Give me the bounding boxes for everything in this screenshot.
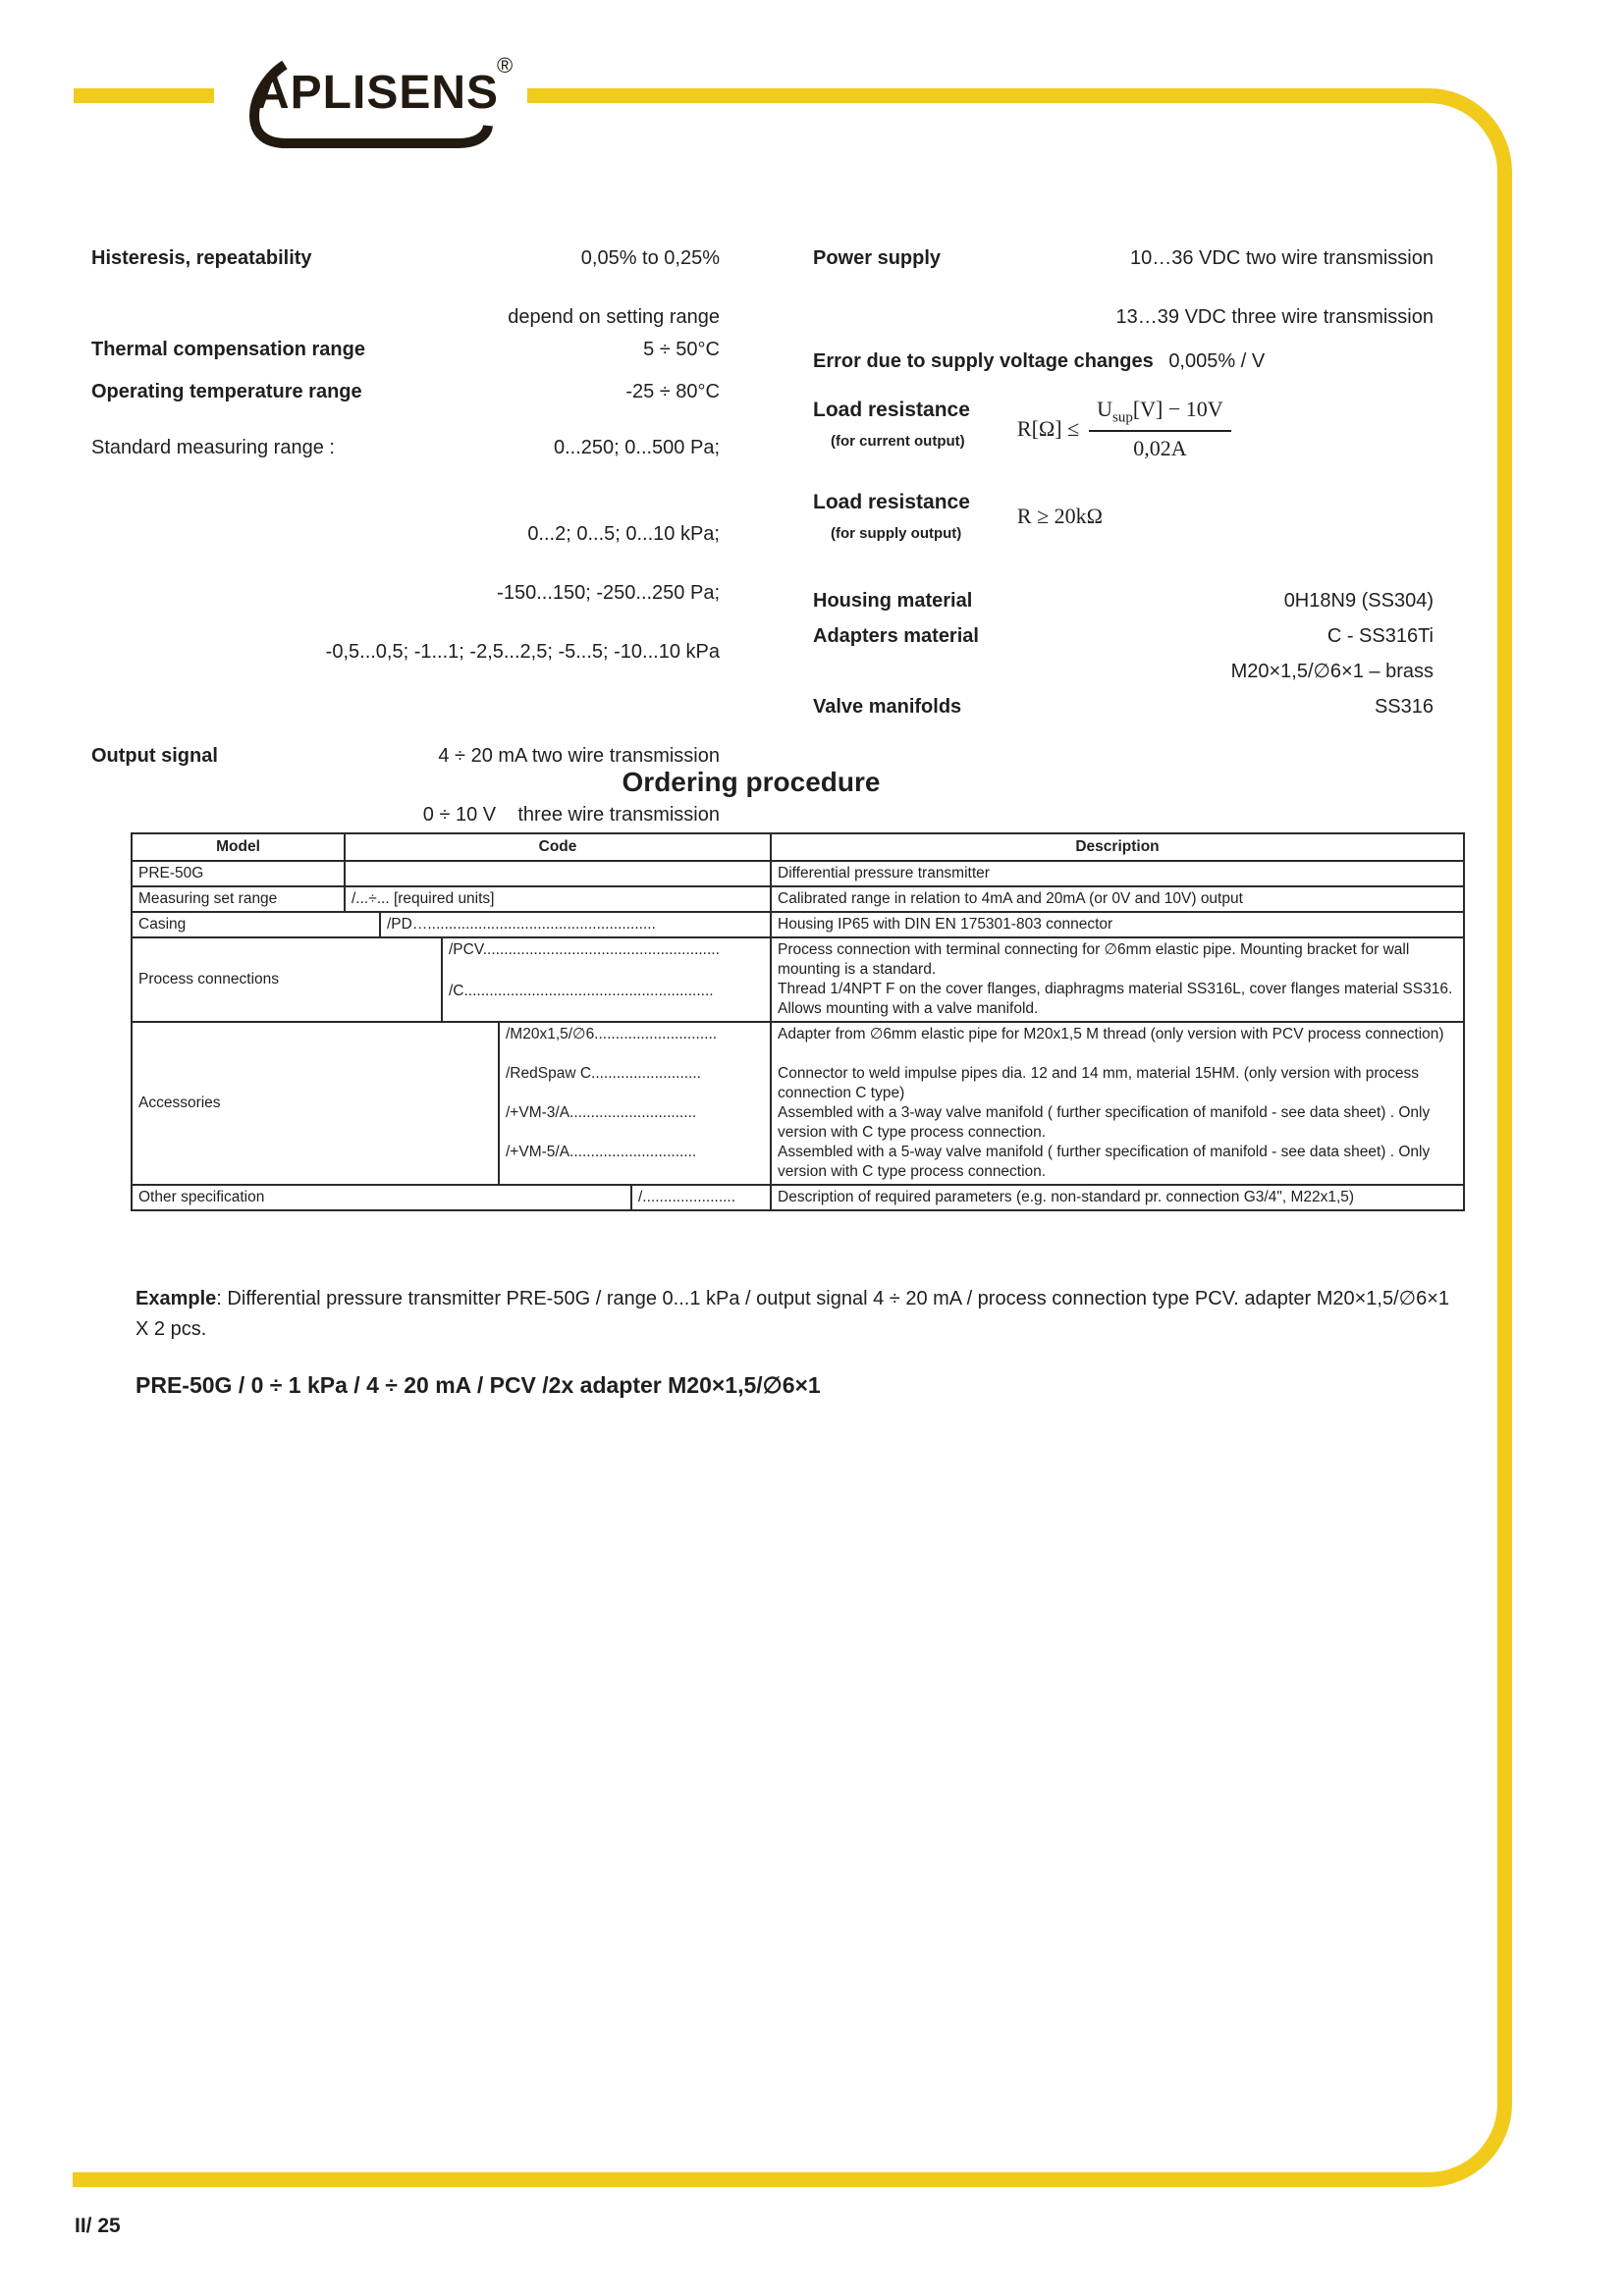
top-left-accent-bar bbox=[74, 88, 214, 103]
ordering-table bbox=[131, 832, 1465, 1211]
column-header-code: Code bbox=[345, 833, 771, 861]
code-cell bbox=[345, 861, 771, 886]
spec-label: Load resistance bbox=[813, 399, 970, 421]
spec-value-line: -150...150; -250...250 Pa; bbox=[497, 582, 720, 604]
description-entry: Adapter from ∅6mm elastic pipe for M20x1,5 M thread (only version with PCV process connection) bbox=[778, 1026, 1444, 1042]
spec-histeresis bbox=[91, 243, 720, 332]
description-cell: Differential pressure transmitter bbox=[771, 861, 1464, 886]
spec-value: 0...250; 0...500 Pa; bbox=[553, 437, 720, 458]
aplisens-logo-graphic bbox=[234, 43, 528, 156]
model-cell: Accessories bbox=[132, 1022, 499, 1185]
code-entry: /C........................................................... bbox=[449, 983, 714, 999]
specs-right-column bbox=[813, 243, 1434, 721]
aplisens-logo bbox=[234, 43, 528, 156]
code-cell: /...................... bbox=[631, 1185, 771, 1210]
spec-value: 5 ÷ 50°C bbox=[643, 339, 720, 360]
spec-value bbox=[475, 243, 720, 332]
code-entry: /M20x1,5/∅6............................. bbox=[506, 1026, 718, 1042]
table-row-process-connections bbox=[132, 937, 1464, 1022]
spec-load-resistance-supply bbox=[813, 488, 1434, 547]
spec-value-line: -0,5...0,5; -1...1; -2,5...2,5; -5...5; -10...10 kPa bbox=[325, 641, 720, 663]
model-cell: PRE-50G bbox=[132, 861, 345, 886]
table-header-row bbox=[132, 833, 1464, 861]
spec-value: M20×1,5/∅6×1 – brass bbox=[1230, 660, 1434, 682]
table-row-model bbox=[132, 861, 1464, 886]
spec-valve-manifolds bbox=[813, 692, 1434, 721]
spec-sublabel: (for current output) bbox=[831, 433, 965, 450]
spec-label: Output signal bbox=[91, 745, 218, 767]
spec-value: SS316 bbox=[1374, 695, 1434, 718]
example-order-code: PRE-50G / 0 ÷ 1 kPa / 4 ÷ 20 mA / PCV /2x adapter M20×1,5/∅6×1 bbox=[135, 1372, 821, 1398]
spec-error-supply-voltage bbox=[813, 347, 1434, 376]
code-cell: /PD…...................................................... bbox=[380, 912, 771, 937]
spec-housing-material bbox=[813, 586, 1434, 615]
page-number: II/ 25 bbox=[75, 2215, 121, 2237]
example-text: : Differential pressure transmitter PRE-50G / range 0...1 kPa / output signal 4 ÷ 20 mA / process connection type PCV. adapter M20×1,5/∅6×1 X 2 pcs. bbox=[135, 1288, 1450, 1340]
table-row-measuring-range bbox=[132, 886, 1464, 912]
registered-trademark-icon: ® bbox=[497, 53, 514, 78]
spec-label: Histeresis, repeatability bbox=[91, 247, 312, 269]
formula-lhs: R[Ω] ≤ bbox=[1016, 416, 1080, 442]
spec-value-line: 0...2; 0...5; 0...10 kPa; bbox=[527, 523, 720, 545]
logo-text: APLISENS bbox=[255, 67, 500, 119]
spec-label-group bbox=[813, 488, 970, 547]
spec-measuring-range-list bbox=[91, 490, 720, 696]
spec-value bbox=[1083, 243, 1434, 332]
model-cell: Measuring set range bbox=[132, 886, 345, 912]
spec-value: 0H18N9 (SS304) bbox=[1283, 589, 1434, 612]
spec-operating-temperature bbox=[91, 377, 720, 406]
spec-power-supply bbox=[813, 243, 1434, 332]
example-paragraph bbox=[135, 1284, 1467, 1345]
specs-left-column bbox=[91, 243, 720, 829]
spec-label-group bbox=[813, 396, 970, 454]
description-cell: Description of required parameters (e.g. non-standard pr. connection G3/4", M22x1,5) bbox=[771, 1185, 1464, 1210]
bottom-left-accent-bar bbox=[73, 2172, 544, 2187]
formula-subscript: sup bbox=[1112, 409, 1133, 426]
description-cell bbox=[771, 937, 1464, 1022]
spec-label: Adapters material bbox=[813, 624, 979, 647]
supply-resistance-formula: R ≥ 20kΩ bbox=[1016, 503, 1104, 528]
description-cell: Calibrated range in relation to 4mA and 20mA (or 0V and 10V) output bbox=[771, 886, 1464, 912]
code-cell bbox=[499, 1022, 771, 1185]
formula-denominator: 0,02A bbox=[1133, 436, 1187, 461]
spec-label: Error due to supply voltage changes bbox=[813, 350, 1154, 372]
spec-label: Operating temperature range bbox=[91, 381, 362, 402]
spec-label: Thermal compensation range bbox=[91, 339, 365, 360]
code-entry: /PCV........................................................ bbox=[449, 941, 720, 958]
formula-numerator bbox=[1089, 396, 1231, 432]
code-entry: /+VM-5/A.............................. bbox=[506, 1144, 697, 1160]
spec-thermal-compensation bbox=[91, 335, 720, 364]
description-entry: Assembled with a 3-way valve manifold ( further specification of manifold - see data sheet) . Only version with C type process connection. bbox=[778, 1104, 1431, 1141]
spec-label: Valve manifolds bbox=[813, 695, 962, 718]
code-cell bbox=[442, 937, 771, 1022]
code-cell: /...÷... [required units] bbox=[345, 886, 771, 912]
table-row-casing bbox=[132, 912, 1464, 937]
formula-fraction bbox=[1089, 396, 1231, 462]
spec-value-line: 10…36 VDC two wire transmission bbox=[1130, 247, 1434, 269]
spec-value-line: 0,05% to 0,25% bbox=[580, 247, 720, 269]
code-entry: /RedSpaw C.......................... bbox=[506, 1065, 701, 1082]
spec-value-line: 0 ÷ 10 V three wire transmission bbox=[422, 804, 720, 826]
load-resistance-formula bbox=[1017, 396, 1231, 462]
description-entry: Assembled with a 5-way valve manifold ( further specification of manifold - see data sheet) . Only version with C type process connection. bbox=[778, 1144, 1431, 1180]
example-label: Example bbox=[135, 1288, 217, 1309]
model-cell: Casing bbox=[132, 912, 380, 937]
spec-label: Load resistance bbox=[813, 490, 970, 513]
column-header-description: Description bbox=[771, 833, 1464, 861]
description-entry: Process connection with terminal connecting for ∅6mm elastic pipe. Mounting bracket for wall mounting is a standard. bbox=[778, 941, 1410, 978]
model-cell: Other specification bbox=[132, 1185, 631, 1210]
table-row-other-specification bbox=[132, 1185, 1464, 1210]
spec-measuring-range bbox=[91, 433, 720, 462]
description-entry: Connector to weld impulse pipes dia. 12 and 14 mm, material 15HM. (only version with process connection C type) bbox=[778, 1065, 1420, 1101]
description-cell bbox=[771, 1022, 1464, 1185]
spec-adapters-material bbox=[813, 621, 1434, 651]
spec-value: -25 ÷ 80°C bbox=[625, 381, 720, 402]
spec-value-line: 4 ÷ 20 mA two wire transmission bbox=[438, 745, 720, 767]
spec-value: 0,005% / V bbox=[1168, 350, 1266, 372]
description-entry: Thread 1/4NPT F on the cover flanges, diaphragms material SS316L, cover flanges material SS316. Allows mounting with a valve manifold. bbox=[778, 981, 1453, 1017]
spec-adapters-material-2 bbox=[813, 657, 1434, 686]
code-entry: /+VM-3/A.............................. bbox=[506, 1104, 697, 1121]
model-cell: Process connections bbox=[132, 937, 442, 1022]
ordering-procedure-title: Ordering procedure bbox=[622, 767, 881, 797]
formula-symbol: U bbox=[1097, 397, 1113, 421]
column-header-model: Model bbox=[132, 833, 345, 861]
spec-value: C - SS316Ti bbox=[1326, 624, 1434, 647]
spec-sublabel: (for supply output) bbox=[831, 524, 962, 542]
spec-label: Standard measuring range : bbox=[91, 437, 335, 458]
spec-label: Housing material bbox=[813, 589, 973, 612]
formula-tail: [V] − 10V bbox=[1132, 397, 1223, 421]
spec-label: Power supply bbox=[813, 247, 942, 269]
spec-value-line: depend on setting range bbox=[508, 306, 720, 328]
table-row-accessories bbox=[132, 1022, 1464, 1185]
spec-load-resistance-current bbox=[813, 396, 1434, 462]
spec-value-line: 13…39 VDC three wire transmission bbox=[1115, 306, 1434, 328]
description-cell: Housing IP65 with DIN EN 175301-803 connector bbox=[771, 912, 1464, 937]
